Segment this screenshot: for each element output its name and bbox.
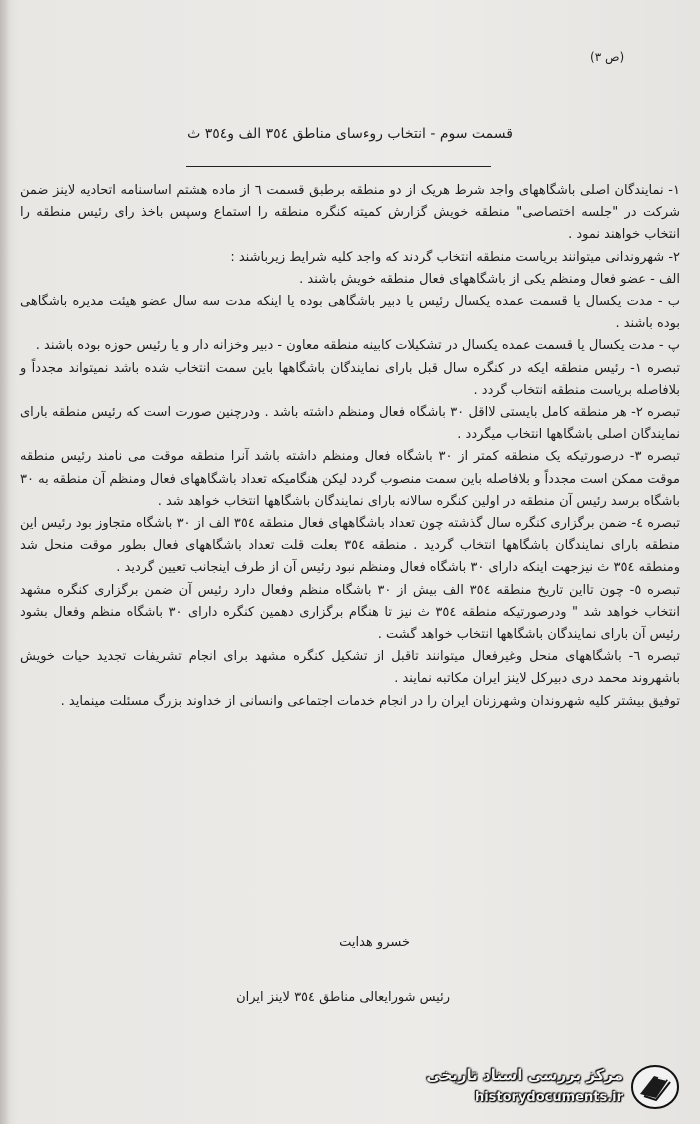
watermark-url: historydocuments.ir: [474, 1090, 623, 1105]
watermark: [400, 1060, 685, 1112]
paragraph-2: ٢- شهروندانی میتوانند بریاست منطقه انتخاب گردند که واجد کلیه شرایط زیرباشند :: [230, 249, 680, 265]
note-1: تبصره ١- رئیس منطقه ایکه در کنگره سال قبل بارای نمایندگان باشگاهها باین سمت انتخاب شده باشد نمیتواند مجدداً و بلافاصله بریاست منطقه انتخاب گردد .: [20, 360, 680, 398]
title-underline: [186, 166, 491, 167]
document-archive-icon: [630, 1064, 680, 1110]
note-6: تبصره ٦- باشگاههای منحل وغیرفعال میتوانند تاقبل از تشکیل کنگره مشهد برای انجام تشریفات تجدید حیات خویش باشهروند محمد دری دبیرکل لاینز ایران مکاتبه نمایند .: [20, 649, 681, 687]
paragraph-1: ١- نمایندگان اصلی باشگاههای واجد شرط هریک از دو منطقه برطبق قسمت ٦ از ماده هشتم اساسنامه اتحادیه لاینز ضمن شرکت در "جلسه اختصاصی" منطقه خویش گزارش کمیته کنگره منطقه را استماع وسپس باخذ رای رئیس منطقه را انتخاب خواهند نمود .: [20, 183, 680, 243]
paragraph-pe: پ - مدت یکسال یا قسمت عمده یکسال در تشکیلات کابینه منطقه معاون - دبیر وخزانه دار و یا رئیس حوزه بوده باشند .: [35, 338, 680, 354]
section-title: قسمت سوم - انتخاب روءسای مناطق ٣٥٤ الف و٣٥٤ ث: [187, 126, 513, 142]
closing-paragraph: توفیق بیشتر کلیه شهروندان وشهرزنان ایران را در انجام خدمات اجتماعی وانسانی از خداوند بزرگ مسئلت مینماید .: [60, 693, 680, 709]
note-4: تبصره ٤- ضمن برگزاری کنگره سال گذشته چون تعداد باشگاههای فعال منطقه ٣٥٤ الف از ٣٠ باشگاه متجاوز بود رئیس این منطقه بارای نمایندگان باشگاهها انتخاب گردید . منطقه ٣٥٤ بعلت قلت تعداد باشگاههای فعال بطور موقت منحل شد ومنطقه ٣٥٤ ث نیزجهت اینکه دارای ٣٠ باشگاه فعال ومنظم نبود رئیس آن از طرف اینجانب تعیین گردید .: [20, 516, 680, 576]
paragraph-be: ب - مدت یکسال یا قسمت عمده یکسال رئیس یا دبیر باشگاهی بوده یا اینکه مدت سه سال عضو هیئت مدیره باشگاهی بوده باشند .: [20, 294, 680, 332]
note-5: تبصره ٥- چون تااین تاریخ منطقه ٣٥٤ الف بیش از ٣٠ باشگاه منظم وفعال دارد رئیس آن ضمن برگزاری کنگره مشهد انتخاب خواهد شد " ودرصورتیکه منطقه ٣٥٤ ث نیز تا هنگام برگزاری دهمین کنگره دارای ٣٠ باشگاه منظم وفعال بشود رئیس آن بارای نمایندگان باشگاهها انتخاب خواهد گشت .: [20, 582, 680, 643]
note-2: تبصره ٢- هر منطقه کامل بایستی لااقل ٣٠ باشگاه فعال ومنظم داشته باشد . ودرچنین صورت است که رئیس منطقه بارای نمایندگان اصلی باشگاهها انتخاب میگردد .: [20, 405, 680, 443]
paragraph-alef: الف - عضو فعال ومنظم یکی از باشگاههای فعال منطقه خویش باشند .: [299, 271, 680, 287]
signatory-title: رئیس شورایعالی مناطق ٣٥٤ لاینز ایران: [236, 990, 450, 1005]
signatory-name: خسرو هدایت: [339, 935, 410, 950]
document-body: [20, 180, 680, 713]
page-number: (ص ٣): [590, 50, 625, 64]
watermark-name: مرکز بررسی اسناد تاریخی: [426, 1066, 623, 1084]
note-3: تبصره ٣- درصورتیکه یک منطقه کمتر از ٣٠ باشگاه فعال ومنظم داشته باشد آنرا منطقه موقت می نامند رئیس منطقه موقت ممکن است مجدداً و بلافاصله باین سمت منصوب گردد لیکن هنگامیکه تعداد باشگاههای فعال ومنظم آن منطقه به ٣٠ باشگاه برسد رئیس آن منطقه در اولین کنگره سالانه بارای نمایندگان باشگاهها انتخاب خواهد شد .: [20, 449, 680, 509]
page-edge-shadow: [0, 0, 10, 1124]
